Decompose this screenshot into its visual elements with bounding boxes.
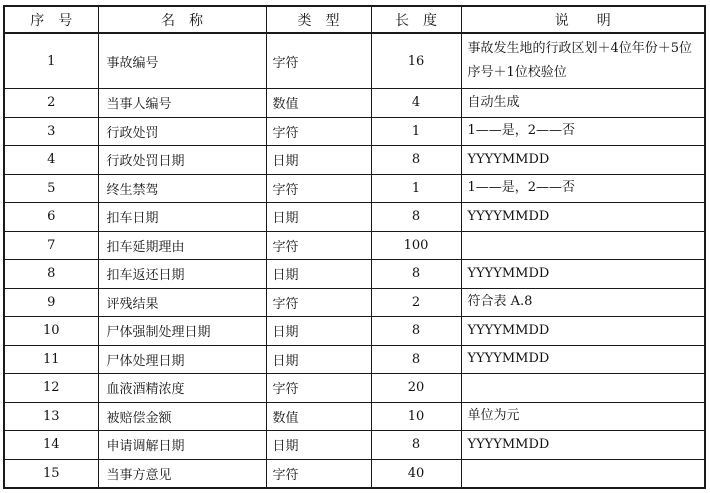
cell-name: 尸体强制处理日期 [98,317,266,346]
cell-type: 日期 [266,317,371,346]
cell-no: 7 [4,231,98,260]
header-description: 说 明 [461,6,705,33]
table-row [4,431,705,460]
table-row [4,374,705,403]
cell-description: 自动生成 [461,89,705,118]
cell-no: 5 [4,174,98,203]
cell-length: 4 [371,89,461,118]
cell-length: 8 [371,345,461,374]
cell-type: 字符 [266,117,371,146]
cell-description: 1——是，2——否 [461,174,705,203]
cell-length: 1 [371,117,461,146]
cell-no: 1 [4,33,98,89]
cell-description: YYYYMMDD [461,146,705,175]
cell-no: 12 [4,374,98,403]
table-row [4,33,705,89]
cell-length: 100 [371,231,461,260]
cell-name: 被赔偿金额 [98,402,266,431]
cell-length: 8 [371,146,461,175]
cell-length: 1 [371,174,461,203]
cell-length: 10 [371,402,461,431]
table-row [4,288,705,317]
table-row [4,203,705,232]
header-no: 序 号 [4,6,98,33]
cell-name: 行政处罚日期 [98,146,266,175]
cell-no: 3 [4,117,98,146]
cell-name: 行政处罚 [98,117,266,146]
cell-description: YYYYMMDD [461,260,705,289]
header-length: 长 度 [371,6,461,33]
cell-no: 15 [4,459,98,488]
cell-no: 4 [4,146,98,175]
cell-type: 数值 [266,402,371,431]
cell-length: 40 [371,459,461,488]
header-name: 名 称 [98,6,266,33]
cell-type: 字符 [266,33,371,89]
table-row [4,146,705,175]
cell-type: 字符 [266,459,371,488]
cell-name: 事故编号 [98,33,266,89]
cell-name: 评残结果 [98,288,266,317]
cell-type: 日期 [266,146,371,175]
cell-name: 扣车返还日期 [98,260,266,289]
cell-no: 11 [4,345,98,374]
table-row [4,345,705,374]
cell-type: 字符 [266,231,371,260]
field-spec-table [3,5,706,489]
cell-type: 数值 [266,89,371,118]
cell-description [461,459,705,488]
cell-no: 13 [4,402,98,431]
cell-name: 尸体处理日期 [98,345,266,374]
table-row [4,317,705,346]
cell-type: 日期 [266,260,371,289]
cell-name: 申请调解日期 [98,431,266,460]
cell-type: 字符 [266,374,371,403]
cell-length: 16 [371,33,461,89]
cell-description: 符合表 A.8 [461,288,705,317]
cell-type: 字符 [266,288,371,317]
table-row [4,117,705,146]
cell-length: 8 [371,317,461,346]
cell-description: 事故发生地的行政区划＋4位年份＋5位序号＋1位校验位 [461,33,705,89]
cell-length: 20 [371,374,461,403]
cell-name: 扣车延期理由 [98,231,266,260]
cell-name: 血液酒精浓度 [98,374,266,403]
table-row [4,459,705,488]
cell-no: 9 [4,288,98,317]
cell-name: 当事方意见 [98,459,266,488]
cell-name: 终生禁驾 [98,174,266,203]
table-header-row [4,6,705,33]
table-row [4,402,705,431]
cell-description [461,374,705,403]
cell-description: YYYYMMDD [461,345,705,374]
cell-name: 当事人编号 [98,89,266,118]
cell-type: 日期 [266,203,371,232]
header-type: 类 型 [266,6,371,33]
cell-length: 8 [371,260,461,289]
cell-type: 日期 [266,431,371,460]
cell-no: 6 [4,203,98,232]
table-row [4,231,705,260]
cell-type: 字符 [266,174,371,203]
cell-length: 2 [371,288,461,317]
table-row [4,89,705,118]
cell-no: 14 [4,431,98,460]
cell-length: 8 [371,203,461,232]
cell-description: 单位为元 [461,402,705,431]
cell-no: 8 [4,260,98,289]
cell-description: YYYYMMDD [461,317,705,346]
cell-description: YYYYMMDD [461,203,705,232]
cell-description: 1——是，2——否 [461,117,705,146]
cell-description [461,231,705,260]
cell-description: YYYYMMDD [461,431,705,460]
cell-no: 10 [4,317,98,346]
cell-name: 扣车日期 [98,203,266,232]
cell-no: 2 [4,89,98,118]
table-row [4,260,705,289]
table-row [4,174,705,203]
cell-type: 日期 [266,345,371,374]
cell-length: 8 [371,431,461,460]
